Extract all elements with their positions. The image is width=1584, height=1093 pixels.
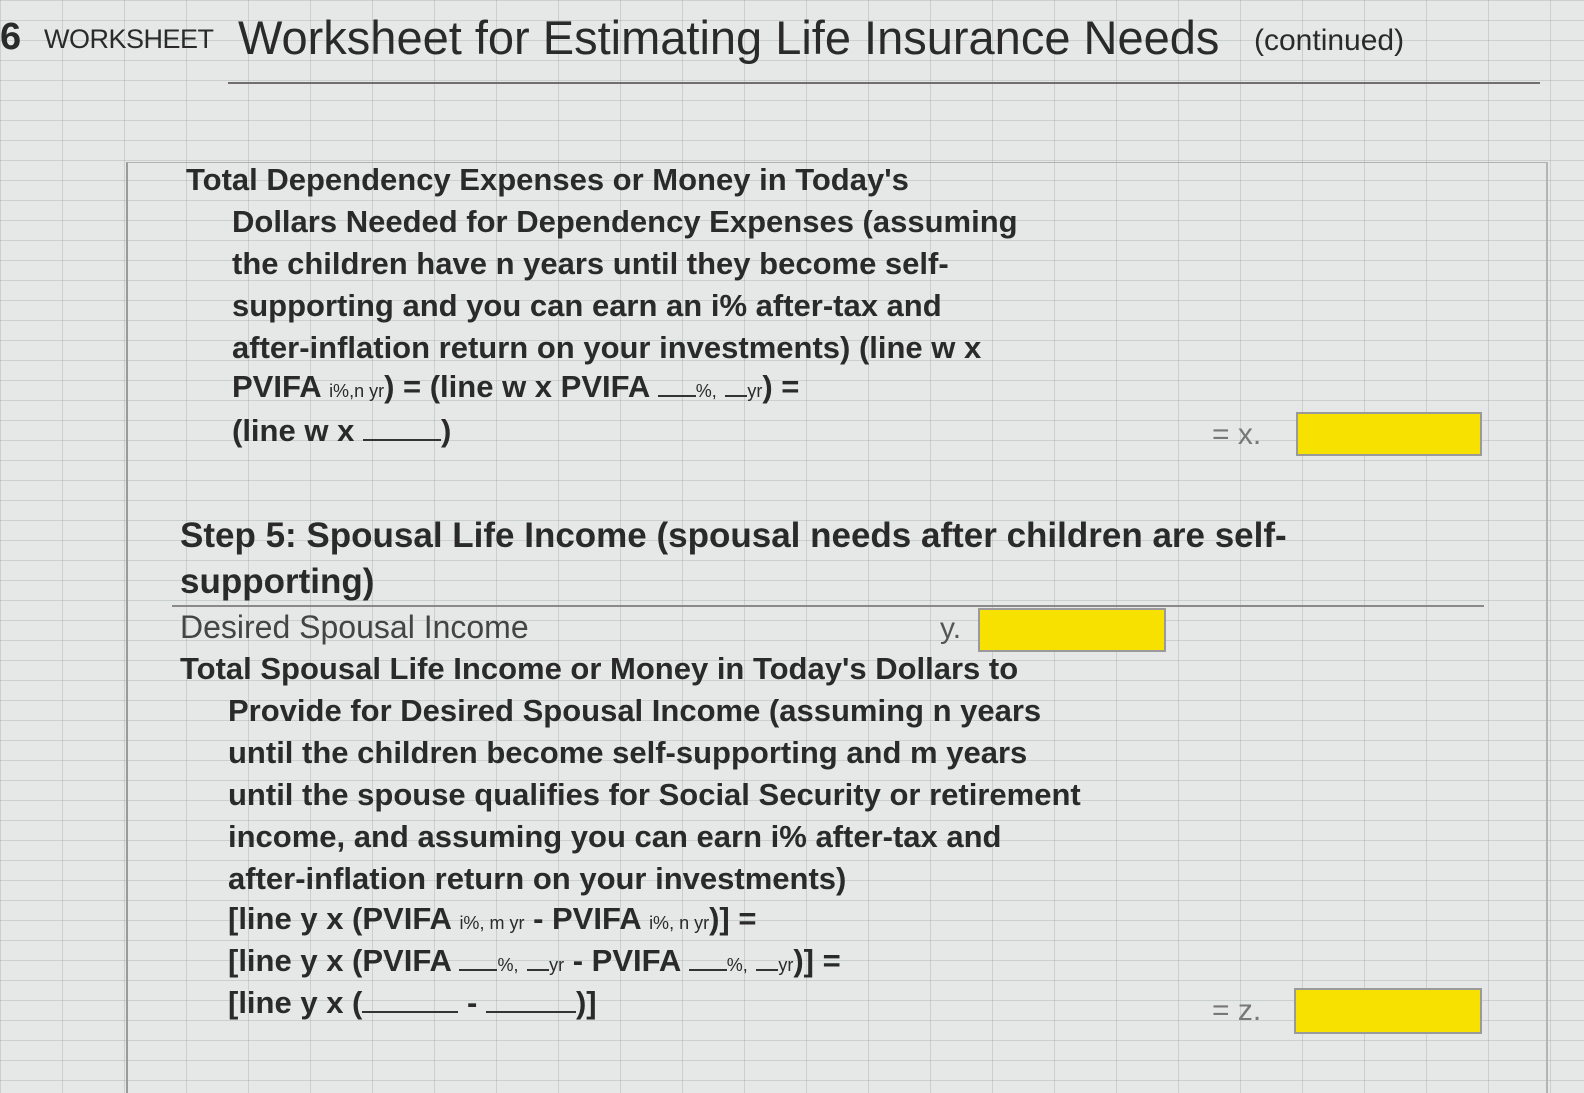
worksheet-number: 6	[0, 16, 22, 58]
dependency-line-1: Total Dependency Expenses or Money in Today's	[186, 162, 909, 197]
formula1-subscript-m: i%, m yr	[459, 913, 525, 933]
dependency-factor-line	[232, 410, 451, 452]
step5-heading-line-1: Step 5: Spousal Life Income (spousal needs after children are self-	[180, 516, 1287, 555]
pvifa-label: PVIFA	[232, 369, 321, 404]
total-z-label: = z.	[1212, 994, 1262, 1027]
years-blank[interactable]	[725, 395, 747, 397]
formula3-prefix: [line y x (	[228, 985, 363, 1020]
formula1-subscript-n: i%, n yr	[649, 913, 710, 933]
formula1-prefix: [line y x (PVIFA	[228, 901, 451, 936]
formula2-rate-m-suffix: %,	[497, 955, 519, 975]
formula1-end: )] =	[709, 901, 757, 936]
formula2-minus-pvifa: - PVIFA	[572, 943, 681, 978]
formula3-factor-m-blank[interactable]	[362, 1011, 458, 1013]
dependency-line-2: Dollars Needed for Dependency Expenses (assuming	[232, 204, 1018, 239]
spousal-line-4: until the spouse qualifies for Social Security or retirement	[228, 777, 1081, 812]
dependency-line-5: after-inflation return on your investments) (line w x	[232, 330, 982, 365]
pvifa-subscript: i%,n yr	[329, 381, 385, 401]
formula2-rate-n-suffix: %,	[726, 955, 748, 975]
spousal-line-6: after-inflation return on your investments)	[228, 861, 847, 896]
formula3-minus: -	[467, 985, 478, 1020]
formula3-factor-n-blank[interactable]	[486, 1011, 576, 1013]
step5-heading-line-2: supporting)	[180, 562, 375, 601]
total-x-cell[interactable]	[1296, 412, 1482, 456]
formula-end: ) =	[762, 369, 800, 404]
formula2-rate-n-blank[interactable]	[689, 969, 727, 971]
factor-blank[interactable]	[363, 439, 441, 441]
formula2-years-m-blank[interactable]	[527, 969, 549, 971]
factor-close: )	[440, 413, 452, 448]
spousal-formula-2	[228, 940, 841, 986]
header-divider	[228, 82, 1540, 84]
years-suffix: yr	[747, 381, 763, 401]
line-w-prefix: (line w x	[232, 413, 355, 448]
total-x-label: = x.	[1212, 418, 1262, 451]
formula2-rate-m-blank[interactable]	[459, 969, 497, 971]
page-title: Worksheet for Estimating Life Insurance Needs	[238, 11, 1220, 64]
rate-blank[interactable]	[658, 395, 696, 397]
spousal-formula-3	[228, 982, 597, 1024]
formula1-minus-pvifa: - PVIFA	[533, 901, 641, 936]
formula3-end: )]	[575, 985, 597, 1020]
total-z-cell[interactable]	[1294, 988, 1482, 1034]
continued-label: (continued)	[1254, 24, 1405, 57]
dependency-formula-line	[232, 366, 799, 412]
line-y-code: y.	[940, 612, 962, 645]
rate-suffix: %,	[695, 381, 717, 401]
formula2-years-n-blank[interactable]	[756, 969, 778, 971]
formula2-prefix: [line y x (PVIFA	[228, 943, 451, 978]
desired-spousal-income-cell[interactable]	[978, 608, 1166, 652]
spousal-formula-1	[228, 898, 756, 944]
formula-middle: ) = (line w x PVIFA	[384, 369, 650, 404]
formula2-end: )] =	[793, 943, 841, 978]
worksheet-tag: WORKSHEET	[44, 24, 214, 54]
spousal-line-2: Provide for Desired Spousal Income (assuming n years	[228, 693, 1042, 728]
spousal-line-3: until the children become self-supporting and m years	[228, 735, 1028, 770]
spousal-line-1: Total Spousal Life Income or Money in Today's Dollars to	[180, 651, 1019, 686]
formula2-years-m-suffix: yr	[549, 955, 565, 975]
dependency-line-3: the children have n years until they become self-	[232, 246, 949, 281]
spousal-line-5: income, and assuming you can earn i% after-tax and	[228, 819, 1002, 854]
dependency-line-4: supporting and you can earn an i% after-tax and	[232, 288, 942, 323]
desired-spousal-income-label: Desired Spousal Income	[180, 609, 529, 645]
formula2-years-n-suffix: yr	[778, 955, 794, 975]
